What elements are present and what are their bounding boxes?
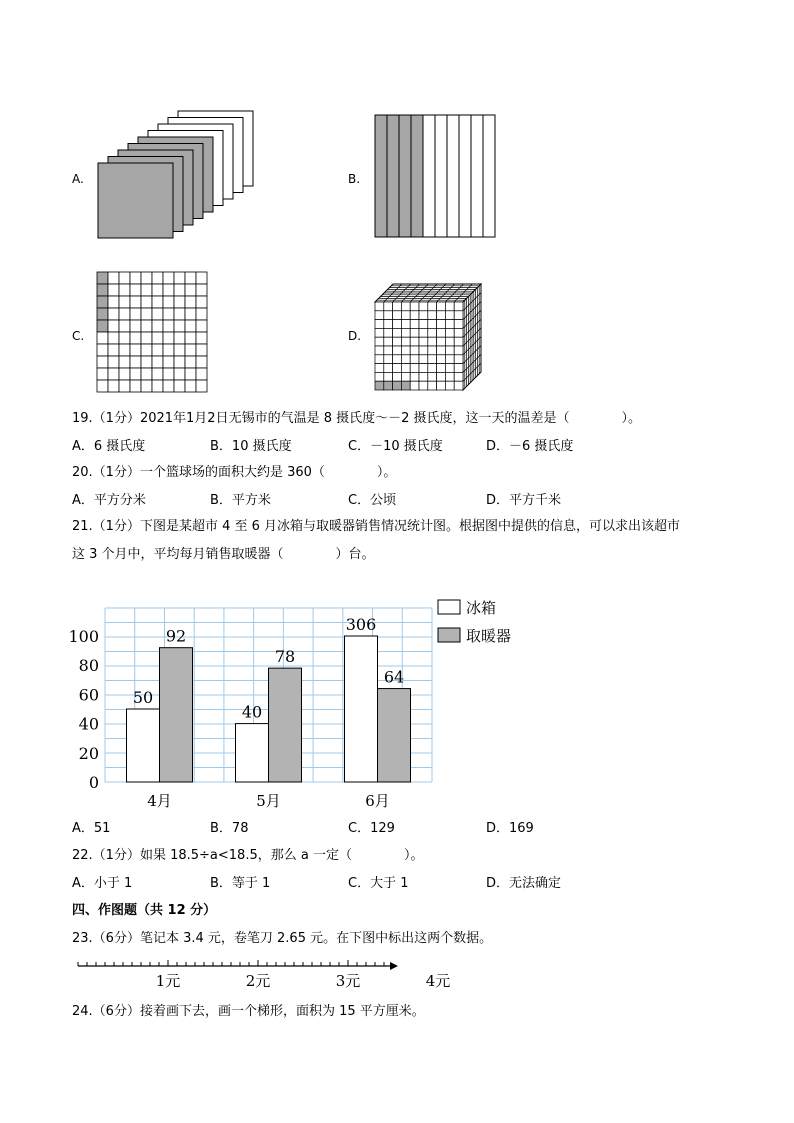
option-d-figure xyxy=(374,282,486,390)
grid-cell xyxy=(119,308,130,320)
bar xyxy=(378,689,411,782)
question-21-line1: 21.（1分）下图是某超市 4 至 6 月冰箱与取暖器销售情况统计图。根据图中提供的信息，可以求出该超市 xyxy=(72,519,681,534)
cube-cell xyxy=(419,302,428,311)
q20-option-d: D．平方千米 xyxy=(486,493,562,508)
y-tick-label: 80 xyxy=(78,656,99,676)
cube-cell xyxy=(419,328,428,337)
cube-cell xyxy=(410,320,419,329)
grid-cell xyxy=(130,308,141,320)
grid-cell xyxy=(174,320,185,332)
sales-bar-chart xyxy=(60,598,540,818)
bar-value-label: 50 xyxy=(132,688,154,707)
cube-cell xyxy=(454,337,463,346)
bar-value-label: 92 xyxy=(165,626,187,646)
cube-cell xyxy=(428,372,437,381)
strip xyxy=(459,115,471,237)
question-19: 19.（1分）2021年1月2日无锡市的气温是 8 摄氏度～－2 摄氏度，这一天的温差是（ ）。 xyxy=(72,411,642,426)
grid-cell xyxy=(152,344,163,356)
cube-cell xyxy=(428,320,437,329)
grid-cell xyxy=(174,356,185,368)
q22-option-d: D．无法确定 xyxy=(486,876,562,891)
grid-cell xyxy=(174,380,185,392)
bar-value-label: 78 xyxy=(274,647,296,667)
q22-option-c: C．大于 1 xyxy=(348,876,409,891)
grid-cell xyxy=(130,272,141,284)
grid-cell xyxy=(174,296,185,308)
grid-cell xyxy=(141,272,152,284)
grid-cell xyxy=(196,320,207,332)
legend-label: 取暖器 xyxy=(466,627,512,645)
cube-cell xyxy=(428,328,437,337)
cube-cell xyxy=(393,311,402,320)
strip xyxy=(387,115,399,237)
x-category-label: 6月 xyxy=(365,792,390,810)
grid-cell xyxy=(196,272,207,284)
y-tick-label: 20 xyxy=(78,743,99,763)
cube-cell xyxy=(454,346,463,355)
y-tick-label: 100 xyxy=(68,627,99,646)
cube-cell xyxy=(384,355,393,364)
q21-option-a: A．51 xyxy=(72,821,111,836)
strip xyxy=(471,115,483,237)
grid-cell xyxy=(119,272,130,284)
cube-cell xyxy=(410,381,419,390)
cube-cell xyxy=(419,346,428,355)
grid-cell xyxy=(108,380,119,392)
grid-cell xyxy=(108,284,119,296)
q19-option-c: C．－10 摄氏度 xyxy=(348,439,443,454)
cube-cell xyxy=(375,337,384,346)
cube-cell xyxy=(445,372,454,381)
cube-cell xyxy=(401,346,410,355)
grid-cell xyxy=(163,332,174,344)
grid-cell xyxy=(108,320,119,332)
strip xyxy=(483,115,495,237)
cube-cell xyxy=(454,302,463,311)
cube-cell xyxy=(401,355,410,364)
cube-cell xyxy=(410,372,419,381)
grid-cell xyxy=(119,356,130,368)
grid-cell xyxy=(152,272,163,284)
cube-cell xyxy=(375,372,384,381)
bar xyxy=(236,724,269,782)
stack-card xyxy=(98,163,173,238)
grid-cell xyxy=(185,356,196,368)
grid-cell xyxy=(97,356,108,368)
grid-cell xyxy=(108,356,119,368)
cube-cell xyxy=(454,381,463,390)
cube-cell xyxy=(437,337,446,346)
cube-cell xyxy=(445,328,454,337)
grid-cell xyxy=(108,296,119,308)
grid-cell xyxy=(185,368,196,380)
cube-cell xyxy=(384,346,393,355)
grid-cell xyxy=(108,332,119,344)
grid-cell xyxy=(108,344,119,356)
cube-cell xyxy=(419,311,428,320)
bar xyxy=(345,636,378,782)
q22-option-a: A．小于 1 xyxy=(72,876,133,891)
grid-cell xyxy=(141,380,152,392)
grid-cell xyxy=(97,284,108,296)
grid-cell xyxy=(174,332,185,344)
grid-cell xyxy=(196,308,207,320)
grid-cell xyxy=(174,272,185,284)
cube-cell xyxy=(393,372,402,381)
cube-cell xyxy=(437,328,446,337)
cube-cell xyxy=(445,302,454,311)
q20-option-c: C．公顷 xyxy=(348,493,397,508)
q21-option-c: C．129 xyxy=(348,821,395,836)
grid-cell xyxy=(185,284,196,296)
grid-cell xyxy=(174,308,185,320)
grid-cell xyxy=(196,284,207,296)
cube-cell xyxy=(437,346,446,355)
cube-cell xyxy=(410,364,419,373)
grid-cell xyxy=(152,320,163,332)
cube-cell xyxy=(419,364,428,373)
cube-cell xyxy=(445,364,454,373)
cube-cell xyxy=(428,364,437,373)
bar xyxy=(160,648,193,782)
strip xyxy=(435,115,447,237)
cube-cell xyxy=(410,346,419,355)
cube-cell xyxy=(454,372,463,381)
grid-cell xyxy=(141,332,152,344)
grid-cell xyxy=(119,344,130,356)
cube-cell xyxy=(428,355,437,364)
bar-value-label: 306 xyxy=(345,615,377,634)
grid-cell xyxy=(196,344,207,356)
grid-cell xyxy=(130,320,141,332)
cube-cell xyxy=(437,381,446,390)
question-24: 24.（6分）接着画下去，画一个梯形，面积为 15 平方厘米。 xyxy=(72,1004,425,1019)
grid-cell xyxy=(185,272,196,284)
cube-cell xyxy=(401,337,410,346)
option-b-label: B. xyxy=(348,172,361,186)
grid-cell xyxy=(141,344,152,356)
grid-cell xyxy=(97,296,108,308)
cube-cell xyxy=(401,381,410,390)
grid-cell xyxy=(152,356,163,368)
grid-cell xyxy=(163,308,174,320)
grid-cell xyxy=(130,344,141,356)
cube-cell xyxy=(384,381,393,390)
grid-cell xyxy=(185,320,196,332)
q21-option-b: B．78 xyxy=(210,821,249,836)
q19-option-a: A．6 摄氏度 xyxy=(72,439,146,454)
grid-cell xyxy=(196,332,207,344)
cube-cell xyxy=(428,337,437,346)
cube-cell xyxy=(375,302,384,311)
grid-cell xyxy=(163,320,174,332)
cube-cell xyxy=(437,372,446,381)
cube-cell xyxy=(419,320,428,329)
grid-cell xyxy=(97,272,108,284)
q20-option-a: A．平方分米 xyxy=(72,493,146,508)
axis-label: 4元 xyxy=(425,972,451,990)
axis-label: 3元 xyxy=(335,972,361,990)
cube-cell xyxy=(428,302,437,311)
grid-cell xyxy=(152,296,163,308)
cube-cell xyxy=(454,311,463,320)
grid-cell xyxy=(174,284,185,296)
option-d-label: D. xyxy=(348,329,362,343)
number-line xyxy=(72,952,451,996)
cube-cell xyxy=(445,320,454,329)
option-c-figure xyxy=(96,271,210,393)
option-a-figure xyxy=(95,103,270,240)
bar xyxy=(269,668,302,782)
strip xyxy=(447,115,459,237)
x-category-label: 4月 xyxy=(147,792,172,810)
grid-cell xyxy=(97,320,108,332)
grid-cell xyxy=(163,380,174,392)
grid-cell xyxy=(97,380,108,392)
bar-value-label: 64 xyxy=(383,667,405,687)
cube-cell xyxy=(428,346,437,355)
grid-cell xyxy=(152,368,163,380)
grid-cell xyxy=(108,272,119,284)
grid-cell xyxy=(119,296,130,308)
grid-cell xyxy=(130,368,141,380)
cube-cell xyxy=(375,328,384,337)
cube-cell xyxy=(454,364,463,373)
cube-cell xyxy=(384,372,393,381)
cube-cell xyxy=(401,320,410,329)
cube-cell xyxy=(445,337,454,346)
grid-cell xyxy=(130,332,141,344)
cube-cell xyxy=(393,320,402,329)
cube-cell xyxy=(410,302,419,311)
q21-option-d: D．169 xyxy=(486,821,534,836)
q19-option-d: D．－6 摄氏度 xyxy=(486,439,574,454)
grid-cell xyxy=(163,344,174,356)
cube-cell xyxy=(419,355,428,364)
cube-cell xyxy=(437,355,446,364)
grid-cell xyxy=(196,356,207,368)
grid-cell xyxy=(130,284,141,296)
grid-cell xyxy=(130,356,141,368)
question-22: 22.（1分）如果 18.5÷a<18.5，那么 a 一定（ ）。 xyxy=(72,848,424,863)
grid-cell xyxy=(152,308,163,320)
strip xyxy=(411,115,423,237)
grid-cell xyxy=(185,296,196,308)
cube-cell xyxy=(393,302,402,311)
cube-cell xyxy=(410,328,419,337)
section-4-title: 四、作图题（共 12 分） xyxy=(72,903,217,918)
grid-cell xyxy=(163,356,174,368)
cube-cell xyxy=(410,337,419,346)
cube-cell xyxy=(384,337,393,346)
grid-cell xyxy=(130,296,141,308)
grid-cell xyxy=(185,308,196,320)
y-tick-label: 60 xyxy=(78,685,99,705)
cube-cell xyxy=(393,364,402,373)
cube-cell xyxy=(419,381,428,390)
strip xyxy=(375,115,387,237)
grid-cell xyxy=(141,308,152,320)
cube-cell xyxy=(393,337,402,346)
cube-cell xyxy=(401,364,410,373)
strip xyxy=(423,115,435,237)
grid-cell xyxy=(152,332,163,344)
bar-value-label: 40 xyxy=(241,702,263,722)
cube-cell xyxy=(445,381,454,390)
y-tick-label: 40 xyxy=(78,714,99,734)
cube-cell xyxy=(375,346,384,355)
grid-cell xyxy=(163,368,174,380)
grid-cell xyxy=(97,332,108,344)
cube-cell xyxy=(437,311,446,320)
cube-cell xyxy=(375,355,384,364)
grid-cell xyxy=(141,356,152,368)
cube-cell xyxy=(428,381,437,390)
x-category-label: 5月 xyxy=(256,792,281,810)
cube-cell xyxy=(401,302,410,311)
cube-cell xyxy=(445,355,454,364)
grid-cell xyxy=(196,380,207,392)
q20-option-b: B．平方米 xyxy=(210,493,271,508)
cube-cell xyxy=(393,328,402,337)
cube-cell xyxy=(375,381,384,390)
cube-cell xyxy=(437,364,446,373)
cube-cell xyxy=(428,311,437,320)
cube-cell xyxy=(437,320,446,329)
cube-cell xyxy=(384,320,393,329)
grid-cell xyxy=(174,344,185,356)
cube-cell xyxy=(393,346,402,355)
question-21-line2: 这 3 个月中，平均每月销售取暖器（ ）台。 xyxy=(72,547,375,562)
legend-swatch xyxy=(438,628,460,642)
grid-cell xyxy=(108,368,119,380)
strip xyxy=(399,115,411,237)
cube-cell xyxy=(437,302,446,311)
cube-cell xyxy=(410,355,419,364)
question-23: 23.（6分）笔记本 3.4 元，卷笔刀 2.65 元。在下图中标出这两个数据。 xyxy=(72,931,493,946)
grid-cell xyxy=(174,368,185,380)
legend-swatch xyxy=(438,600,460,614)
grid-cell xyxy=(196,368,207,380)
question-20: 20.（1分）一个篮球场的面积大约是 360（ ）。 xyxy=(72,465,397,480)
cube-cell xyxy=(375,320,384,329)
cube-cell xyxy=(401,311,410,320)
q22-option-b: B．等于 1 xyxy=(210,876,271,891)
grid-cell xyxy=(141,284,152,296)
option-c-label: C. xyxy=(72,329,85,343)
grid-cell xyxy=(196,296,207,308)
cube-cell xyxy=(384,302,393,311)
grid-cell xyxy=(119,320,130,332)
cube-cell xyxy=(384,311,393,320)
grid-cell xyxy=(119,332,130,344)
cube-cell xyxy=(445,346,454,355)
grid-cell xyxy=(97,344,108,356)
cube-cell xyxy=(384,364,393,373)
grid-cell xyxy=(163,296,174,308)
cube-cell xyxy=(419,372,428,381)
cube-cell xyxy=(393,381,402,390)
cube-cell xyxy=(454,320,463,329)
grid-cell xyxy=(163,284,174,296)
grid-cell xyxy=(108,308,119,320)
bar xyxy=(127,709,160,782)
grid-cell xyxy=(119,284,130,296)
grid-cell xyxy=(163,272,174,284)
grid-cell xyxy=(97,368,108,380)
cube-cell xyxy=(401,372,410,381)
option-a-label: A. xyxy=(72,172,84,186)
cube-cell xyxy=(375,311,384,320)
cube-cell xyxy=(401,328,410,337)
axis-label: 2元 xyxy=(245,972,271,990)
cube-cell xyxy=(419,337,428,346)
cube-cell xyxy=(384,328,393,337)
grid-cell xyxy=(130,380,141,392)
option-b-figure xyxy=(374,114,498,238)
grid-cell xyxy=(185,380,196,392)
cube-cell xyxy=(393,355,402,364)
grid-cell xyxy=(141,320,152,332)
axis-arrow xyxy=(390,962,398,970)
grid-cell xyxy=(185,344,196,356)
cube-cell xyxy=(410,311,419,320)
cube-cell xyxy=(454,328,463,337)
grid-cell xyxy=(97,308,108,320)
grid-cell xyxy=(185,332,196,344)
grid-cell xyxy=(152,284,163,296)
q19-option-b: B．10 摄氏度 xyxy=(210,439,292,454)
grid-cell xyxy=(141,296,152,308)
grid-cell xyxy=(152,380,163,392)
y-tick-label: 0 xyxy=(88,773,99,792)
grid-cell xyxy=(119,380,130,392)
cube-cell xyxy=(445,311,454,320)
grid-cell xyxy=(141,368,152,380)
axis-label: 1元 xyxy=(155,972,181,990)
grid-cell xyxy=(119,368,130,380)
cube-cell xyxy=(375,364,384,373)
legend-label: 冰箱 xyxy=(466,599,497,617)
cube-cell xyxy=(454,355,463,364)
